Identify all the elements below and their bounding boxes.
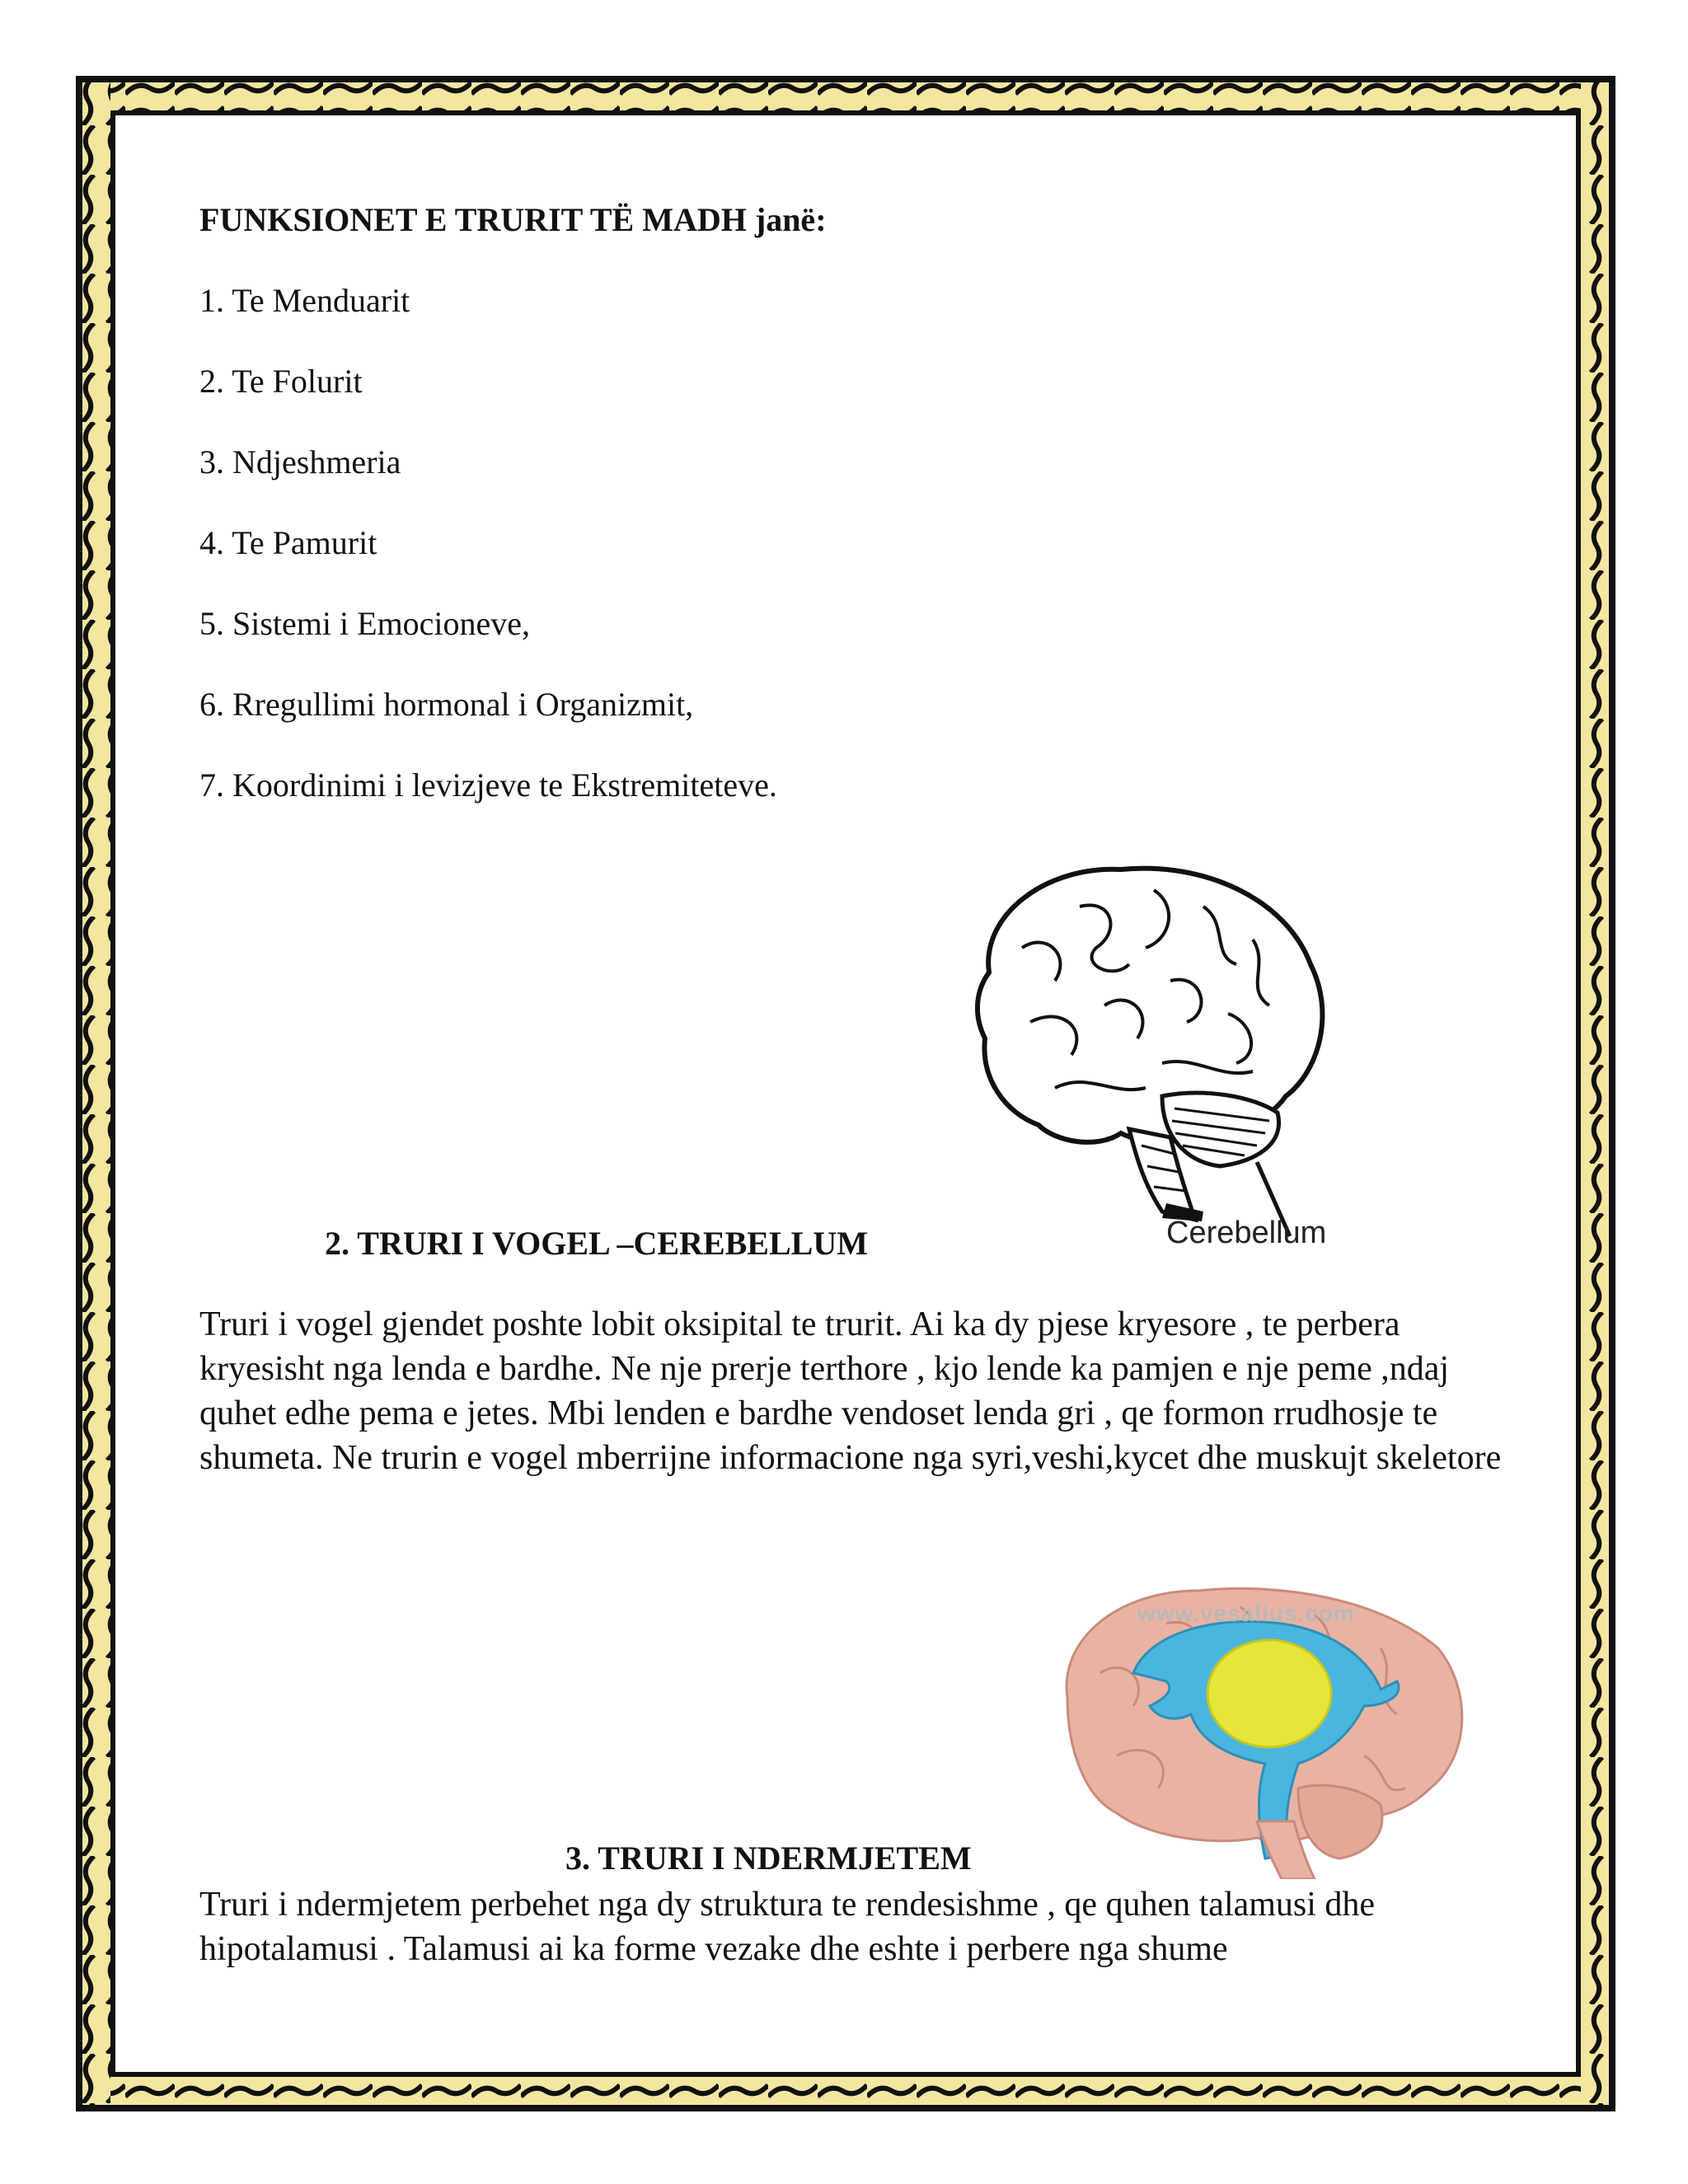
brain-illustration-icon [956, 849, 1352, 1269]
list-item: 2. Te Folurit [199, 363, 363, 400]
section-heading: 3. TRURI I NDERMJETEM [565, 1840, 972, 1877]
list-item: 7. Koordinimi i levizjeve te Ekstremiteteve. [199, 766, 777, 804]
section-heading: 2. TRURI I VOGEL –CEREBELLUM [325, 1225, 868, 1262]
list-item: 6. Rregullimi hormonal i Organizmit, [199, 686, 694, 723]
list-item: 1. Te Menduarit [199, 282, 410, 319]
section-paragraph: Truri i ndermjetem perbehet nga dy struktura te rendesishme , qe quhen talamusi dhe hipotalamusi . Talamusi ai ka forme vezake dhe eshte i perbere nga shume [199, 1886, 1376, 1968]
figure-label: Cerebellum [1166, 1216, 1327, 1250]
list-item: 4. Te Pamurit [199, 524, 377, 561]
list-item: 3. Ndjeshmeria [199, 443, 401, 480]
watermark: www.vesalius.com [1137, 1601, 1355, 1626]
section-paragraph: Truri i vogel gjendet poshte lobit oksipital te trurit. Ai ka dy pjese kryesore , te perbera kryesisht nga lenda e bardhe. Ne nje prerje terthore , kjo lende ka pamjen e nje peme ,ndaj quhet edhe pema e jetes. Mbi lenden e bardhe vendoset lenda gri , qe formon rrudhosje te shumeta. Ne trurin e vogel mberrijne informacione nga syri,veshi,kycet dhe muskujt skeletore [199, 1305, 1502, 1477]
list-item: 5. Sistemi i Emocioneve, [199, 605, 531, 642]
section-title: FUNKSIONET E TRURIT TË MADH janë: [199, 201, 827, 238]
